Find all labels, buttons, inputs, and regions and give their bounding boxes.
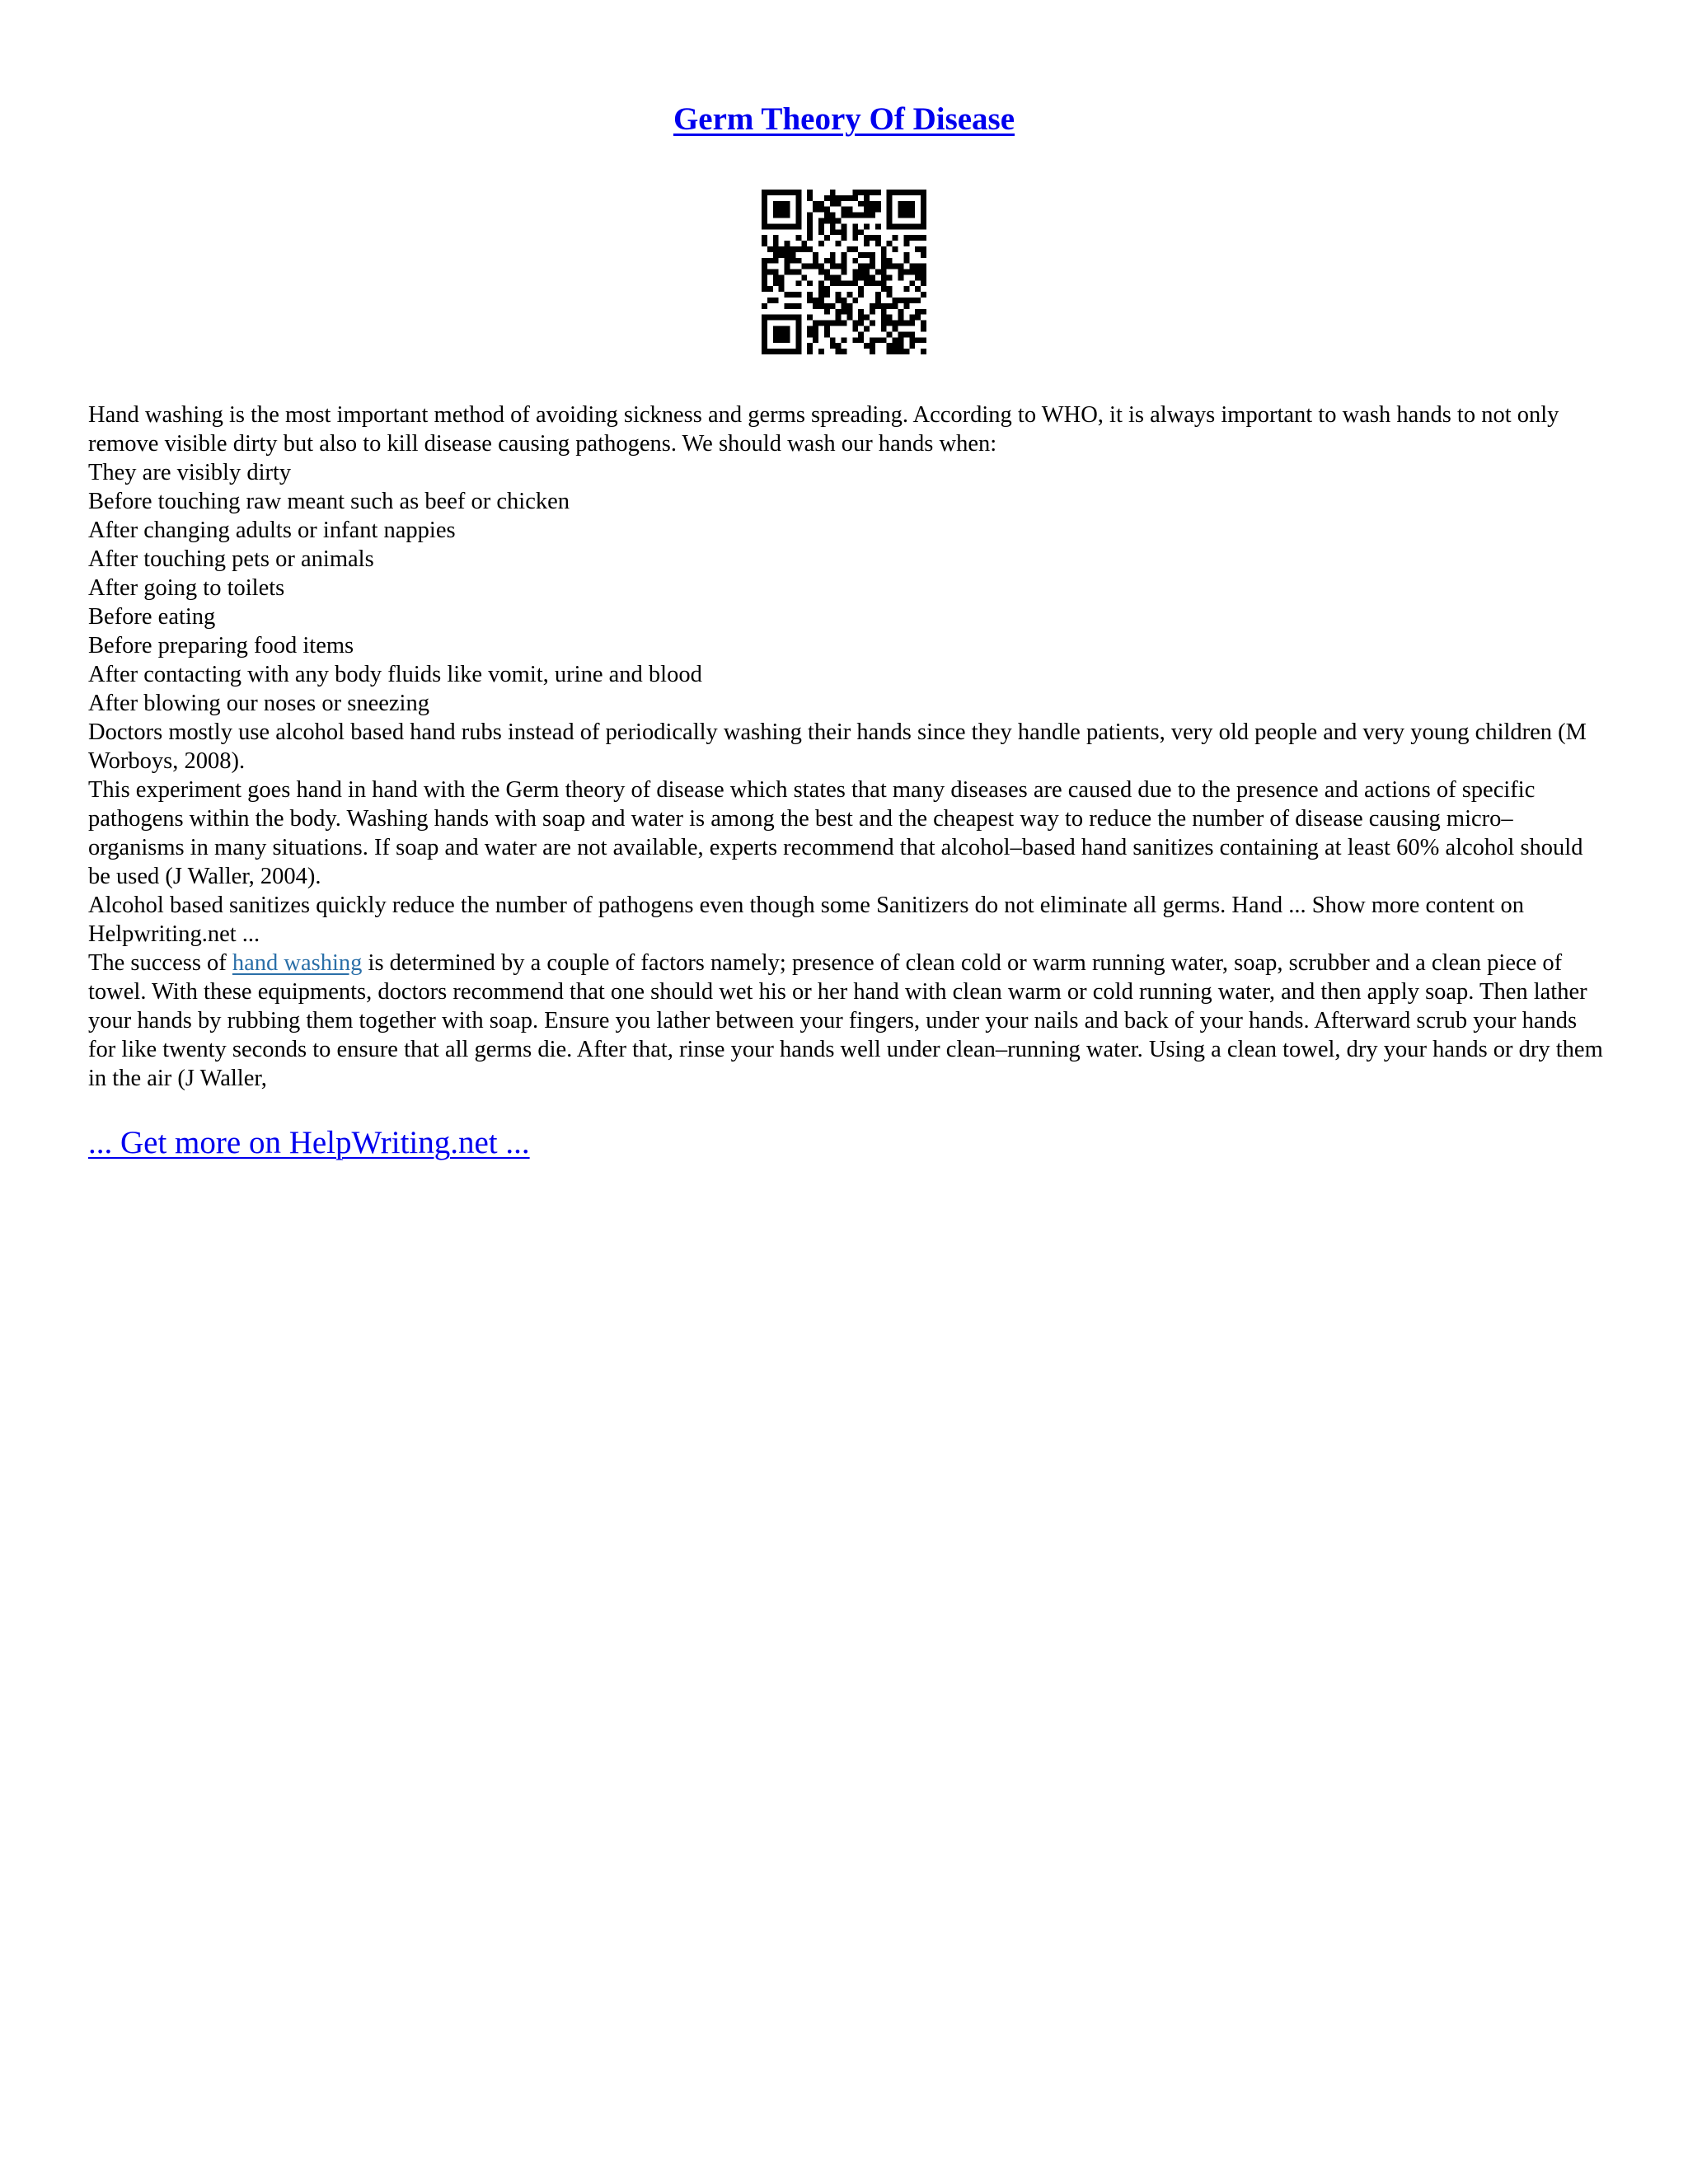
list-item: After going to toilets — [88, 575, 285, 601]
hand-washing-link[interactable]: hand washing — [232, 950, 363, 976]
list-item: Before preparing food items — [88, 633, 354, 658]
page-title-link[interactable]: Germ Theory Of Disease — [673, 101, 1015, 137]
paragraph: Alcohol based sanitizes quickly reduce the number of pathogens even though some Sanitizers do not eliminate all germs. Hand ... Show more content on Helpwriting.net ... — [88, 893, 1525, 947]
article-body — [88, 401, 1605, 1093]
paragraph-text: The success of — [88, 950, 232, 976]
list-item: After blowing our noses or sneezing — [88, 691, 429, 716]
get-more-link[interactable]: ... Get more on HelpWriting.net ... — [88, 1125, 530, 1160]
paragraph-with-link — [88, 949, 1605, 1093]
paragraph-text: is determined by a couple of factors namely; presence of clean cold or warm running water, soap, scrubber and a clean piece of towel. With these equipments, doctors recommend that one should wet his or her hand with clean warm or cold running water, and then apply soap. Then lather your hands by rubbing them together with soap. Ensure you lather between your fingers, under your nails and back of your hands. Afterward scrub your hands for like twenty seconds to ensure that all germs die. After that, rinse your hands well under clean–running water. Using a clean towel, dry your hands or dry them in the air (J Waller, — [88, 950, 1603, 1091]
paragraph: This experiment goes hand in hand with the Germ theory of disease which states that many diseases are caused due to the presence and actions of specific pathogens within the body. Washing hands with soap and water is among the best and the cheapest way to reduce the number of disease causing micro–organisms in many situations. If soap and water are not available, experts recommend that alcohol–based hand sanitizes containing at least 60% alcohol should be used (J Waller, 2004). — [88, 777, 1583, 889]
qr-code-icon — [762, 190, 926, 354]
list-item: Before eating — [88, 604, 216, 630]
paragraph: Hand washing is the most important method of avoiding sickness and germs spreading. According to WHO, it is always important to wash hands to not only remove visible dirty but also to kill disease causing pathogens. We should wash our hands when: — [88, 402, 1559, 457]
paragraph: Doctors mostly use alcohol based hand rubs instead of periodically washing their hands since they handle patients, very old people and very young children (M Worboys, 2008). — [88, 719, 1587, 774]
list-item: After contacting with any body fluids like vomit, urine and blood — [88, 662, 702, 687]
list-item: They are visibly dirty — [88, 460, 292, 485]
list-item: After changing adults or infant nappies — [88, 518, 456, 543]
title-container — [0, 101, 1688, 138]
list-item: After touching pets or animals — [88, 546, 374, 572]
list-item: Before touching raw meant such as beef or chicken — [88, 489, 570, 514]
